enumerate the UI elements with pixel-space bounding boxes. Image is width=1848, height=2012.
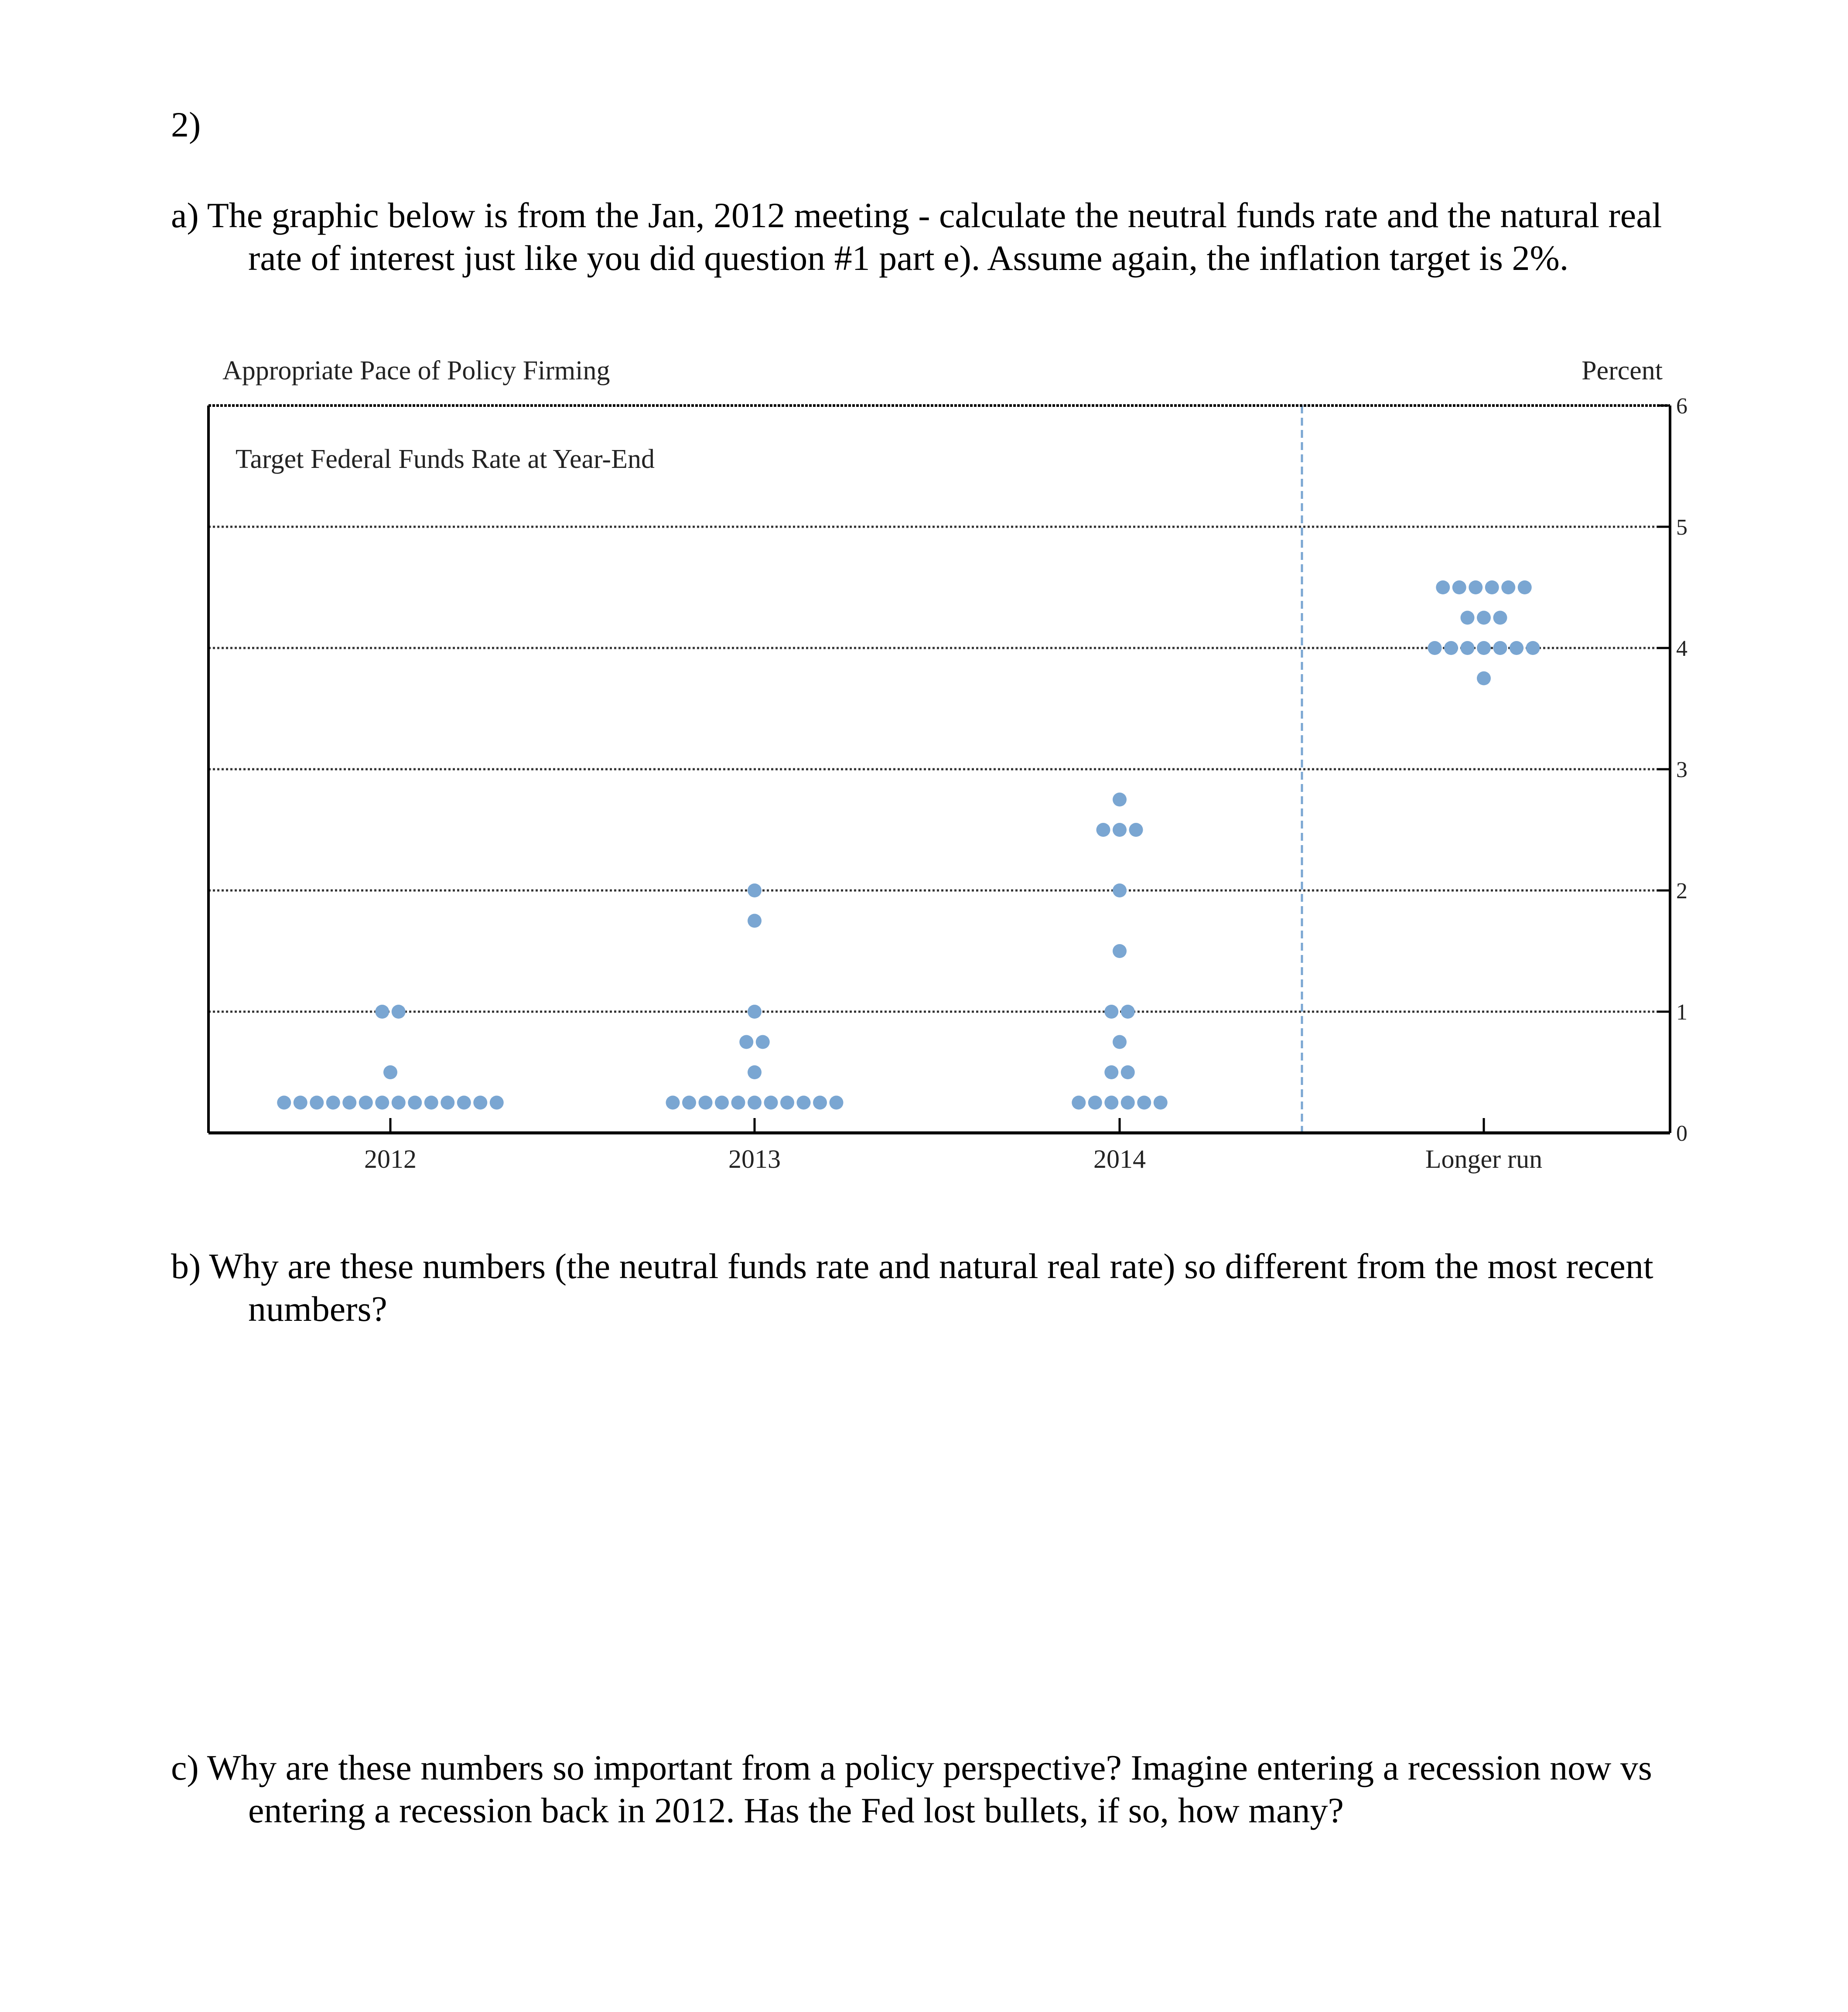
data-dot [392,1005,406,1019]
data-dot [813,1096,827,1110]
data-dot [682,1096,696,1110]
data-dot [1129,823,1143,837]
y-tick-label: 6 [1676,394,1687,419]
data-dot [294,1096,307,1110]
question-a: a) The graphic below is from the Jan, 2012 meeting - calculate the neutral funds rate and the natural real rate of interest just like you did question #1 part e). Assume again, the inflation target is 2%. [171,195,1662,278]
y-axis-label: Percent [1582,356,1663,385]
data-dot [748,883,762,897]
data-dot [1104,1005,1118,1019]
data-dot [1510,641,1523,655]
data-dot [1501,580,1515,594]
data-dot [1477,611,1491,625]
question-b: b) Why are these numbers (the neutral funds rate and natural real rate) so different from the most recent numbers? [171,1246,1653,1329]
data-dot [1518,580,1532,594]
x-tick-label: 2014 [1093,1145,1146,1173]
data-dot [490,1096,504,1110]
data-dot [1477,672,1491,685]
data-dot [748,1065,762,1079]
data-dot [1113,823,1127,837]
data-dot [1088,1096,1102,1110]
data-dot [699,1096,713,1110]
data-dot [383,1065,397,1079]
x-tick-label: Longer run [1425,1145,1543,1173]
data-dot [441,1096,454,1110]
y-tick-label: 3 [1676,757,1687,782]
dots [277,580,1540,1110]
data-dot [1428,641,1442,655]
data-dot [715,1096,729,1110]
data-dot [1436,580,1450,594]
data-dot [1097,823,1110,837]
data-dot [1121,1005,1135,1019]
data-dot [1072,1096,1086,1110]
data-dot [748,914,762,928]
data-dot [666,1096,680,1110]
data-dot [1477,641,1491,655]
data-dot [1485,580,1499,594]
data-dot [326,1096,340,1110]
data-dot [748,1005,762,1019]
y-tick-label: 5 [1676,515,1687,540]
data-dot [830,1096,844,1110]
data-dot [392,1096,406,1110]
y-tick-label: 4 [1676,636,1687,661]
data-dot [1121,1096,1135,1110]
y-tick-label: 2 [1676,879,1687,904]
data-dot [1461,611,1475,625]
data-dot [1461,641,1475,655]
data-dot [1469,580,1482,594]
data-dot [764,1096,778,1110]
chart-subtitle: Target Federal Funds Rate at Year-End [236,444,655,474]
data-dot [375,1096,389,1110]
question-number: 2) [171,105,201,144]
data-dot [1104,1065,1118,1079]
data-dot [342,1096,356,1110]
x-tick-label: 2012 [364,1145,417,1173]
data-dot [748,1096,762,1110]
data-dot [739,1035,753,1049]
gridlines [208,406,1670,1133]
data-dot [1113,883,1127,897]
data-dot [1113,944,1127,958]
data-dot [375,1005,389,1019]
data-dot [797,1096,811,1110]
data-dot [359,1096,373,1110]
data-dot [1154,1096,1168,1110]
data-dot [1113,793,1127,807]
data-dot [408,1096,422,1110]
data-dot [473,1096,487,1110]
data-dot [1121,1065,1135,1079]
y-tick-label: 0 [1676,1121,1687,1146]
data-dot [1444,641,1458,655]
x-axis-ticks [364,1118,1542,1173]
x-tick-label: 2013 [728,1145,781,1173]
data-dot [277,1096,291,1110]
y-axis-ticks [1657,394,1687,1146]
question-c: c) Why are these numbers so important from a policy perspective? Imagine entering a recession now vs entering a recession back in 2012. Has the Fed lost bullets, if so, how many? [171,1748,1652,1830]
data-dot [1493,641,1507,655]
data-dot [1137,1096,1151,1110]
data-dot [731,1096,745,1110]
data-dot [310,1096,324,1110]
data-dot [756,1035,770,1049]
data-dot [1104,1096,1118,1110]
data-dot [424,1096,438,1110]
data-dot [1452,580,1466,594]
data-dot [457,1096,471,1110]
data-dot [1526,641,1540,655]
data-dot [1493,611,1507,625]
chart-title: Appropriate Pace of Policy Firming [222,356,610,385]
y-tick-label: 1 [1676,1000,1687,1025]
data-dot [780,1096,794,1110]
data-dot [1113,1035,1127,1049]
